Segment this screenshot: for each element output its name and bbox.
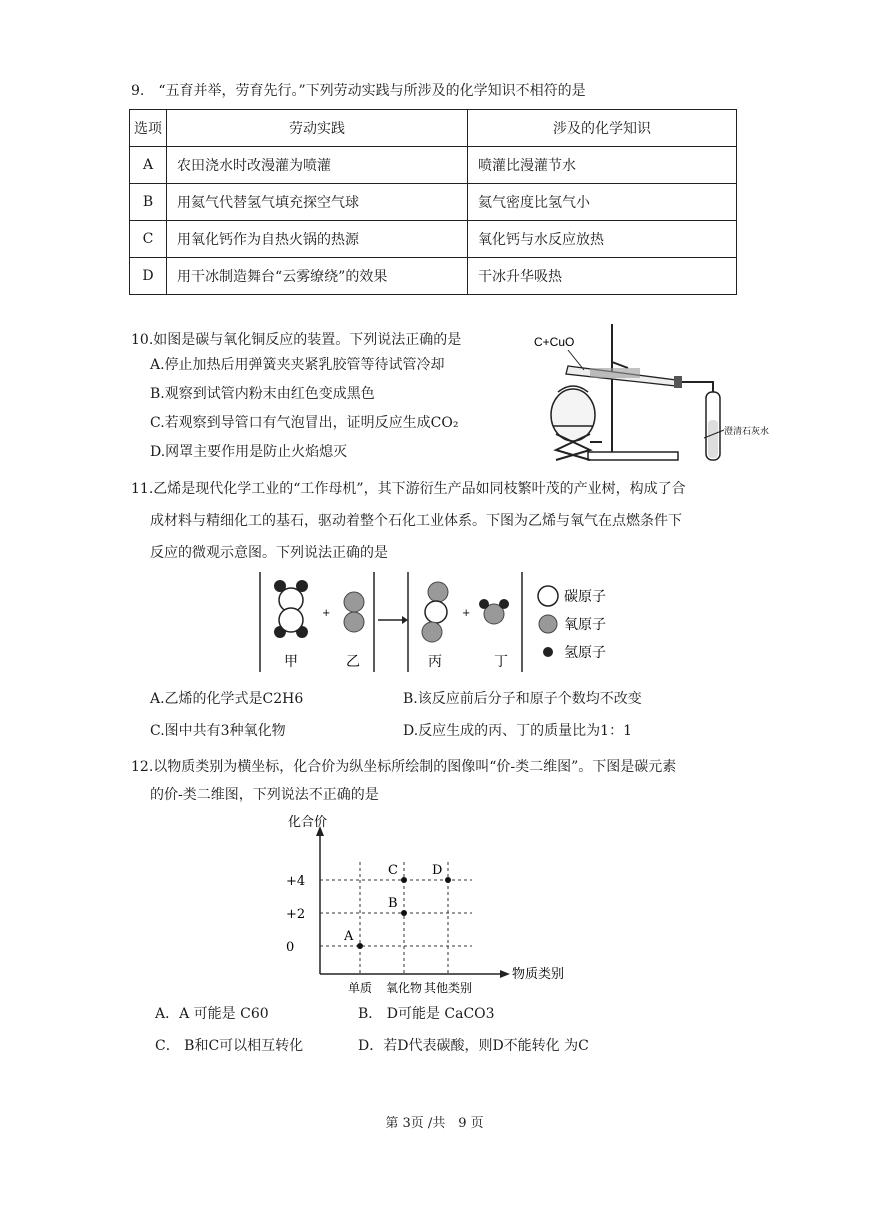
q11-option-b: B.该反应前后分子和原子个数均不改变	[403, 691, 642, 707]
row-practice: 用氦气代替氢气填充探空气球	[167, 184, 468, 221]
header-option: 选项	[130, 110, 167, 147]
apparatus-figure	[528, 320, 770, 466]
q12-stem-line-1: 12.以物质类别为横坐标，化合价为纵坐标所绘制的图像叫“价-类二维图”。下图是碳元素	[131, 759, 677, 775]
point-label: C	[388, 863, 398, 878]
row-option: C	[130, 221, 167, 258]
row-practice: 农田浇水时改漫灌为喷灌	[167, 147, 468, 184]
row-knowledge: 干冰升华吸热	[468, 258, 737, 295]
label-limewater: 澄清石灰水	[724, 427, 770, 437]
header-practice: 劳动实践	[167, 110, 468, 147]
q12-option-b: B． D可能是 CaCO3	[358, 1006, 495, 1022]
row-option: D	[130, 258, 167, 295]
oxygen-atom-icon	[344, 612, 364, 632]
legend-oxygen: 氧原子	[564, 617, 606, 633]
row-practice: 用干冰制造舞台“云雾缭绕”的效果	[167, 258, 468, 295]
q9-stem: 9. “五育并举，劳育先行。”下列劳动实践与所涉及的化学知识不相符的是	[131, 83, 586, 99]
y-axis-label: 化合价	[288, 815, 328, 830]
hydrogen-atom-icon	[543, 647, 553, 657]
point-label: A	[344, 929, 354, 944]
molecule-figure	[258, 570, 618, 674]
label-yi: 乙	[346, 654, 360, 670]
row-practice: 用氧化钙作为自热火锅的热源	[167, 221, 468, 258]
q10-option-d: D.网罩主要作用是防止火焰熄灭	[150, 444, 348, 460]
data-point-D	[445, 877, 451, 883]
q11-option-d: D.反应生成的丙、丁的质量比为1：1	[403, 723, 632, 739]
oxygen-atom-icon	[344, 592, 364, 612]
row-option: B	[130, 184, 167, 221]
svg-text:+: +	[462, 608, 471, 619]
q12-option-a: A．A 可能是 C60	[155, 1006, 269, 1022]
header-knowledge: 涉及的化学知识	[468, 110, 737, 147]
table-row	[130, 147, 737, 184]
q10-option-a: A.停止加热后用弹簧夹夹紧乳胶管等待试管冷却	[150, 357, 445, 373]
page-footer: 第 3页 /共 9 页	[385, 1116, 484, 1131]
valence-class-chart	[282, 812, 582, 996]
point-label: B	[388, 896, 398, 911]
q10-stem: 10.如图是碳与氧化铜反应的装置。下列说法正确的是	[131, 332, 462, 348]
table-row	[130, 221, 737, 258]
x-tick-label: 氧化物	[385, 981, 423, 995]
x-tick-label: 其他类别	[423, 981, 473, 995]
legend-hydrogen: 氢原子	[564, 645, 606, 661]
table-header-row	[130, 110, 737, 147]
data-point-C	[401, 877, 407, 883]
x-tick-label: 单质	[347, 981, 373, 995]
row-knowledge: 喷灌比漫灌节水	[468, 147, 737, 184]
y-tick-label: +4	[286, 874, 306, 889]
q12-option-d: D．若D代表碳酸，则D不能转化 为C	[358, 1038, 589, 1054]
svg-text:+: +	[322, 608, 331, 619]
point-label: D	[432, 863, 443, 878]
row-option: A	[130, 147, 167, 184]
q11-option-c: C.图中共有3种氧化物	[150, 723, 286, 739]
q9-table	[129, 109, 737, 295]
carbon-atom-icon	[538, 586, 558, 606]
q11-stem-line-2: 成材料与精细化工的基石，驱动着整个石化工业体系。下图为乙烯与氧气在点燃条件下	[150, 513, 682, 529]
q12-option-c: C． B和C可以相互转化	[155, 1038, 304, 1054]
q11-stem-line-1: 11.乙烯是现代化学工业的“工作母机”，其下游衍生产品如同枝繁叶茂的产业树，构成了合	[131, 481, 686, 497]
table-row	[130, 184, 737, 221]
row-knowledge: 氧化钙与水反应放热	[468, 221, 737, 258]
row-knowledge: 氦气密度比氢气小	[468, 184, 737, 221]
data-point-B	[401, 910, 407, 916]
q10-option-c: C.若观察到导管口有气泡冒出，证明反应生成CO₂	[150, 415, 459, 431]
label-tube: C+CuO	[534, 335, 575, 349]
y-tick-label: +2	[286, 907, 306, 922]
oxygen-atom-icon	[539, 615, 557, 633]
y-tick-label: 0	[286, 940, 295, 955]
q11-option-a: A.乙烯的化学式是C2H6	[150, 691, 304, 707]
label-ding: 丁	[494, 654, 508, 670]
carbon-atom-icon	[279, 608, 303, 632]
label-jia: 甲	[284, 654, 298, 670]
data-point-A	[357, 943, 363, 949]
table-row	[130, 258, 737, 295]
x-axis-label: 物质类别	[512, 967, 565, 982]
q11-stem-line-3: 反应的微观示意图。下列说法正确的是	[150, 545, 388, 561]
q10-option-b: B.观察到试管内粉末由红色变成黑色	[150, 386, 375, 402]
legend-carbon: 碳原子	[564, 589, 606, 605]
label-bing: 丙	[428, 654, 442, 670]
q12-stem-line-2: 的价-类二维图，下列说法不正确的是	[150, 787, 379, 803]
